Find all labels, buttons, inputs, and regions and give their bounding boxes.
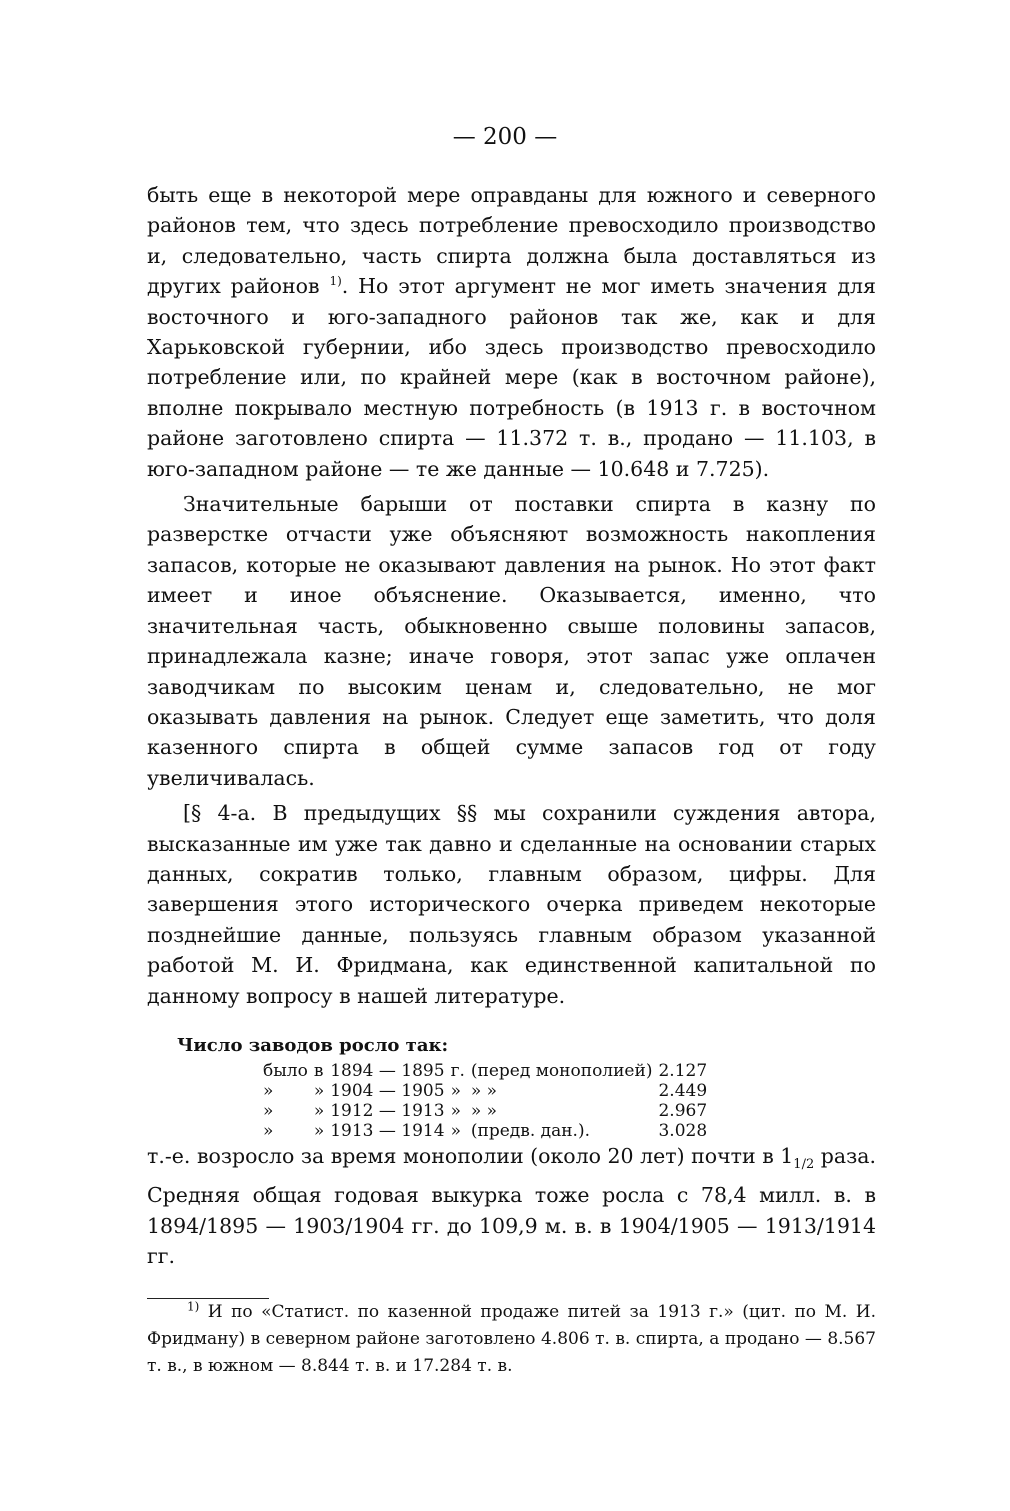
table-cell: » <box>450 1100 461 1121</box>
table-cell: » <box>313 1080 325 1101</box>
table-cell: » <box>313 1100 325 1121</box>
table-cell: » <box>313 1120 325 1141</box>
table-row <box>263 1101 713 1121</box>
footnote-text: И по «Статист. по казенной продаже питей за 1913 г.» (цит. по М. И. Фридману) в северном районе заготовлено 4.806 т. в. спирта, а продано — 8.567 т. в., в южном — 8.844 т. в. и 17.284 т. в. <box>147 1301 876 1376</box>
paragraph-1-text-a: быть еще в некоторой мере оправданы для южного и северного районов тем, что здесь потребление превосходило производство и, следовательно, часть спирта должна была доставляться из других районов <box>147 183 876 299</box>
table-cell: » » <box>470 1080 498 1101</box>
main-text <box>147 180 876 1380</box>
table-cell: 2.449 <box>658 1080 708 1101</box>
table-row <box>263 1081 713 1101</box>
table-cell: » <box>450 1120 461 1141</box>
table-cell: 1913 — 1914 <box>330 1120 445 1141</box>
fraction: 1/2 <box>793 1157 815 1173</box>
footnote-marker: 1) <box>187 1299 200 1314</box>
paragraph-4 <box>147 1141 876 1272</box>
paragraph-1-text-b: . Но этот аргумент не мог иметь значения для восточного и юго-западного районов так же, как и для Харьковской губернии, ибо здесь производство превосходило потребление или, по крайней мере (как в восточном районе), вполне покрывало местную потребность (в 1913 г. в восточном районе заготовлено спирта — 11.372 т. в., продано — 11.103, в юго-западном районе — те же данные — 10.648 и 7.725). <box>147 274 876 481</box>
table-cell: » <box>263 1080 274 1101</box>
table-cell: 1904 — 1905 <box>330 1080 445 1101</box>
paragraph-4-text-a: т.-е. возросло за время монополии (около 20 лет) почти в 1 <box>147 1143 794 1168</box>
paragraph-2: Значительные барыши от поставки спирта в казну по разверстке отчасти уже объясняют возможность накопления запасов, которые не оказывают давления на рынок. Но этот факт имеет и иное объяснение. Оказывается, именно, что значительная часть, обыкновенно свыше половины запасов, принадлежала казне; иначе говоря, этот запас уже оплачен заводчикам по высоким ценам и, следовательно, не мог оказывать давления на рынок. Следует еще заметить, что доля казенного спирта в общей сумме запасов год от году увеличивалась. <box>147 492 876 790</box>
footnote-reference[interactable]: 1) <box>329 274 342 289</box>
table-cell: » » <box>470 1100 498 1121</box>
table-cell: » <box>263 1100 274 1121</box>
table-cell: (перед монополией) <box>470 1060 653 1081</box>
paragraph-4-text-b: раза. Средняя общая годовая выкурка тоже росла с 78,4 милл. в. в 1894/1895 — 1903/1904 гг. до 109,9 м. в. в 1904/1905 — 1913/1914 гг. <box>147 1143 877 1269</box>
footnote <box>147 1299 876 1380</box>
table-cell: » <box>450 1080 461 1101</box>
table-cell: » <box>263 1120 274 1141</box>
table-cell: было <box>263 1060 308 1081</box>
table-cell: (предв. дан.). <box>470 1120 590 1141</box>
table-title: Число заводов росло так: <box>177 1034 449 1056</box>
table-cell: 3.028 <box>658 1120 708 1141</box>
paragraph-1 <box>147 180 876 484</box>
page-number: — 200 — <box>452 124 558 150</box>
table-cell: 1894 — 1895 <box>330 1060 445 1081</box>
table-cell: в <box>313 1060 324 1081</box>
table-cell: г. <box>450 1060 465 1081</box>
table-cell: 2.127 <box>658 1060 708 1081</box>
table-row <box>263 1121 713 1141</box>
table-cell: 1912 — 1913 <box>330 1100 445 1121</box>
paragraph-3: [§ 4-а. В предыдущих §§ мы сохранили суждения автора, высказанные им уже так давно и сделанные на основании старых данных, сократив только, главным образом, цифры. Для завершения этого исторического очерка приведем некоторые позднейшие данные, пользуясь главным образом указанной работой М. И. Фридмана, как единственной капитальной по данному вопросу в нашей литературе. <box>147 801 876 1008</box>
factories-table <box>263 1061 713 1141</box>
table-cell: 2.967 <box>658 1100 708 1121</box>
table-row <box>263 1061 713 1081</box>
